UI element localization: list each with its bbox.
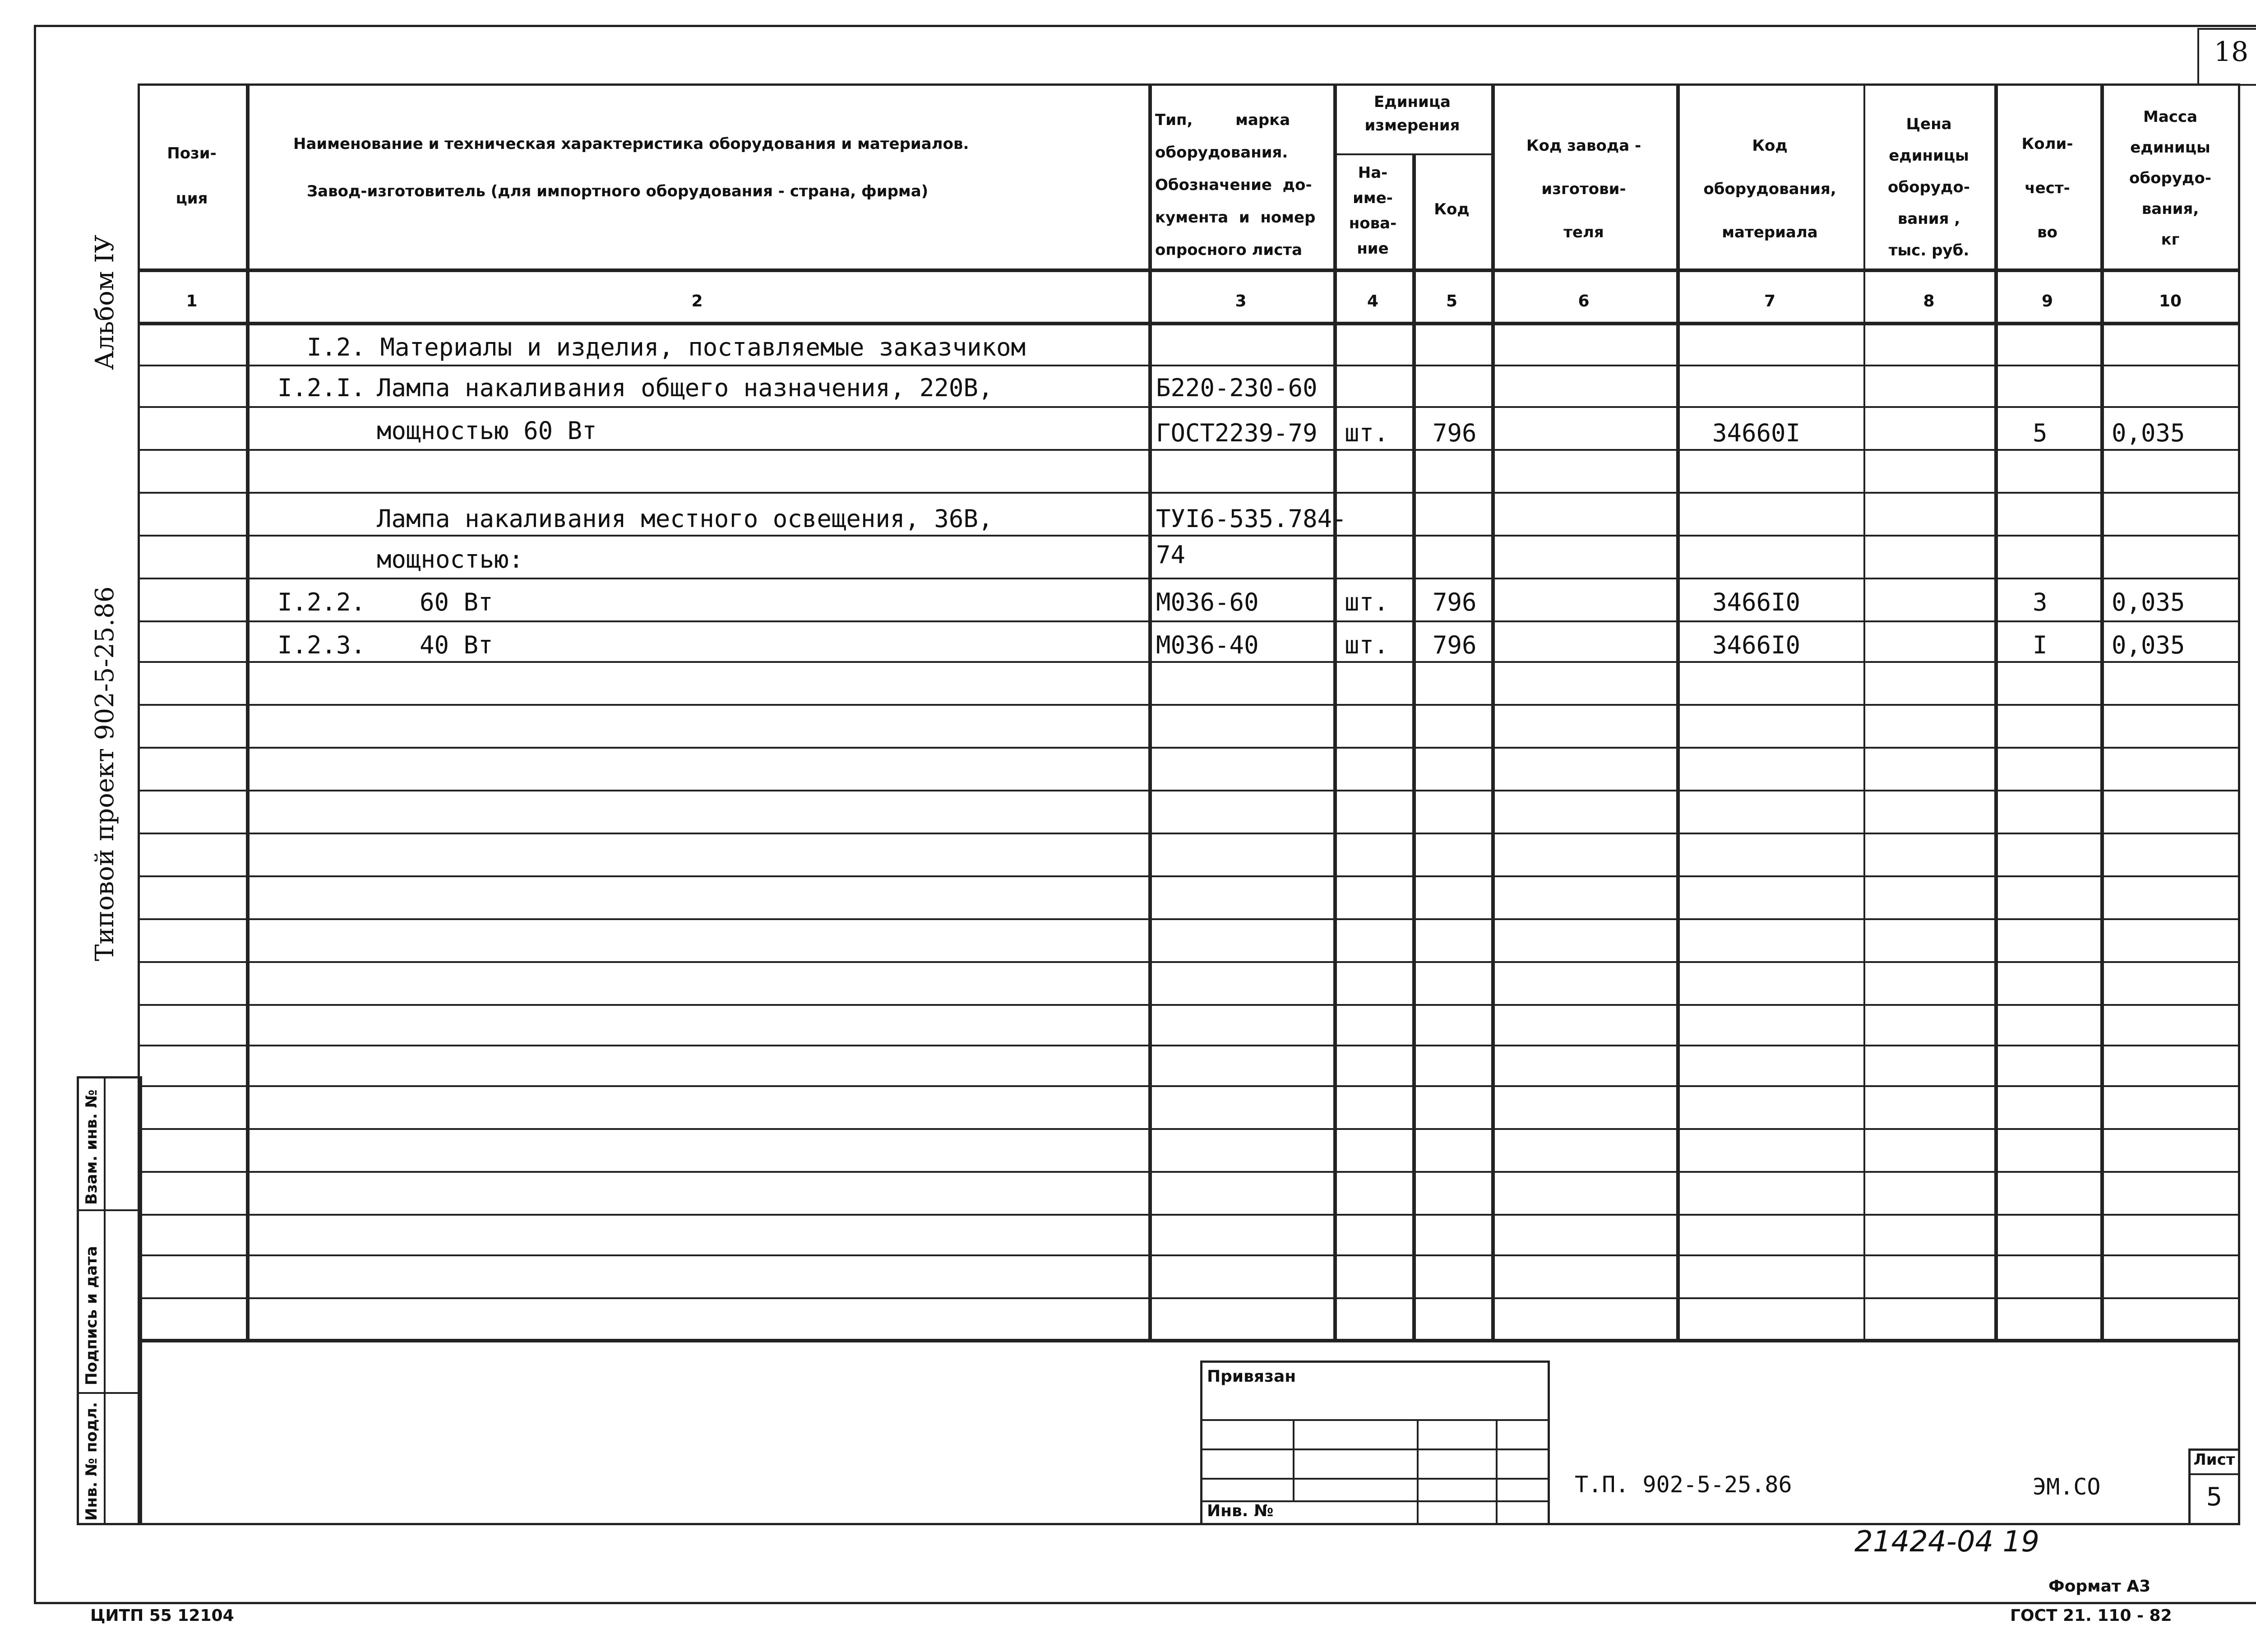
- sheet-label: Лист: [2193, 1451, 2235, 1469]
- col-line-5: [1491, 83, 1495, 1342]
- row-6-equipment-code: 3466I0: [1712, 588, 1801, 616]
- row-line: [138, 1085, 2240, 1087]
- header-bottom-line: [138, 268, 2240, 272]
- row-line: [138, 449, 2240, 451]
- col-line-3: [1333, 83, 1337, 1342]
- colnum-10: 10: [2159, 292, 2182, 310]
- row-line: [138, 492, 2240, 494]
- header-col8: Цена единицы оборудо- вания , тыс. руб.: [1888, 115, 1970, 259]
- header-col3: Тип, марка оборудования. Обозначение до- кумента и номер опросного листа: [1155, 111, 1316, 259]
- header-col9: Коли- чест- во: [2021, 135, 2073, 241]
- header-col5: Код: [1434, 200, 1470, 218]
- left-stamp-divider-1: [77, 1209, 142, 1211]
- col-line-7: [1863, 83, 1865, 1342]
- table-body-bottom: [138, 1339, 2240, 1342]
- row-2-name: мощностью 60 Вт: [377, 416, 597, 445]
- col-line-2: [1148, 83, 1152, 1342]
- row-line: [138, 1297, 2240, 1299]
- colnum-3: 3: [1235, 292, 1247, 310]
- colnum-6: 6: [1578, 292, 1590, 310]
- row-line: [138, 578, 2240, 579]
- row-7-mass: 0,035: [2112, 631, 2185, 659]
- privyazan-vline-2: [1417, 1419, 1419, 1525]
- format-label: Формат А3: [2048, 1577, 2151, 1596]
- header-col2-line1: Наименование и техническая характеристика оборудования и материалов.: [293, 135, 969, 153]
- row-line: [138, 1045, 2240, 1046]
- colnum-7: 7: [1764, 292, 1776, 310]
- col-line-6: [1676, 83, 1680, 1342]
- stamp-label-podpis: Подпись и дата: [83, 1246, 101, 1385]
- privyazan-label: Привязан: [1207, 1367, 1296, 1386]
- row-line: [138, 961, 2240, 963]
- side-project-title: Типовой проект 902-5-25.86: [90, 586, 120, 961]
- designation: Т.П. 902-5-25.86: [1575, 1472, 1792, 1498]
- side-album-title: Альбом IУ: [90, 235, 120, 370]
- row-7-position: I.2.3.: [277, 631, 366, 659]
- row-5-name: мощностью:: [377, 545, 524, 574]
- row-7-type: М036-40: [1156, 631, 1259, 659]
- sheet-box-line: [2188, 1473, 2240, 1475]
- row-4-name: Лампа накаливания местного освещения, 36В,: [377, 504, 993, 533]
- row-6-position: I.2.2.: [277, 588, 366, 616]
- col-line-1: [246, 83, 250, 1342]
- privyazan-vline-1: [1293, 1419, 1294, 1500]
- row-6-mass: 0,035: [2112, 588, 2185, 616]
- handwritten-number: 21424-04 19: [1854, 1525, 2039, 1559]
- row-7-code: 796: [1433, 631, 1477, 659]
- row-2-type: ГОСТ2239-79: [1156, 419, 1318, 447]
- colnum-1: 1: [186, 292, 198, 310]
- row-7-name: 40 Вт: [420, 631, 493, 659]
- inv-no-label: Инв. №: [1207, 1502, 1274, 1520]
- row-line: [138, 661, 2240, 663]
- row-6-quantity: 3: [2033, 588, 2048, 616]
- header-col2-line2: Завод-изготовитель (для импортного оборудования - страна, фирма): [307, 182, 929, 200]
- col-line-9: [2100, 83, 2104, 1342]
- row-line: [138, 875, 2240, 877]
- row-line: [138, 1004, 2240, 1006]
- colnum-5: 5: [1446, 292, 1458, 310]
- colnum-4: 4: [1367, 292, 1379, 310]
- row-line: [138, 535, 2240, 537]
- row-6-name: 60 Вт: [420, 588, 493, 616]
- row-2-code: 796: [1433, 419, 1477, 447]
- row-line: [138, 747, 2240, 749]
- sheet-corner-number: 18: [2214, 36, 2249, 68]
- row-7-unit: шт.: [1345, 631, 1389, 659]
- row-line: [138, 406, 2240, 408]
- row-line: [138, 704, 2240, 706]
- row-6-unit: шт.: [1345, 588, 1389, 616]
- sheet-number: 5: [2206, 1482, 2223, 1512]
- row-2-mass: 0,035: [2112, 419, 2185, 447]
- header-col7: Код оборудования, материала: [1703, 137, 1836, 241]
- row-line: [138, 1128, 2240, 1130]
- left-stamp-divider-2: [77, 1392, 142, 1394]
- left-stamp-inner-line: [104, 1076, 106, 1525]
- row-line: [138, 918, 2240, 920]
- row-2-equipment-code: 34660I: [1712, 419, 1801, 447]
- row-line: [138, 1214, 2240, 1216]
- row-line: [138, 620, 2240, 622]
- row-7-equipment-code: 3466I0: [1712, 631, 1801, 659]
- row-1-type: Б220-230-60: [1156, 374, 1318, 402]
- row-6-type: М036-60: [1156, 588, 1259, 616]
- col-line-8: [1994, 83, 1998, 1342]
- header-col6: Код завода - изготови- теля: [1526, 137, 1641, 241]
- row-line: [138, 365, 2240, 366]
- row-2-unit: шт.: [1345, 419, 1389, 447]
- privyazan-vline-3: [1496, 1419, 1498, 1525]
- header-col4: На- име- нова- ние: [1349, 164, 1397, 258]
- header-col10: Масса единицы оборудо- вания, кг: [2129, 108, 2211, 249]
- row-1-name: Лампа накаливания общего назначения, 220В,: [377, 374, 993, 402]
- gost-label: ГОСТ 21. 110 - 82: [2010, 1606, 2172, 1625]
- stamp-label-inv-podl: Инв. № подл.: [83, 1402, 101, 1521]
- colnum-2: 2: [691, 292, 703, 310]
- row-line: [138, 833, 2240, 834]
- row-line: [138, 1171, 2240, 1173]
- header-col1: Пози- ция: [167, 144, 217, 208]
- doc-code: ЭМ.СО: [2033, 1474, 2101, 1500]
- row-line: [138, 790, 2240, 791]
- colnum-8: 8: [1923, 292, 1935, 310]
- header-unit-group: Единица измерения: [1364, 93, 1460, 134]
- stamp-label-vzam: Взам. инв. №: [83, 1089, 101, 1205]
- row-1-position: I.2.I.: [277, 374, 366, 402]
- colnum-9: 9: [2041, 292, 2053, 310]
- row-section-title: I.2. Материалы и изделия, поставляемые заказчиком: [307, 333, 1026, 361]
- printer-label: ЦИТП 55 12104: [90, 1606, 234, 1625]
- row-5-type: 74: [1156, 541, 1186, 569]
- row-7-quantity: I: [2033, 631, 2048, 659]
- row-6-code: 796: [1433, 588, 1477, 616]
- row-4-type: ТУI6-535.784-: [1156, 504, 1347, 533]
- row-line: [138, 1254, 2240, 1256]
- row-2-quantity: 5: [2033, 419, 2048, 447]
